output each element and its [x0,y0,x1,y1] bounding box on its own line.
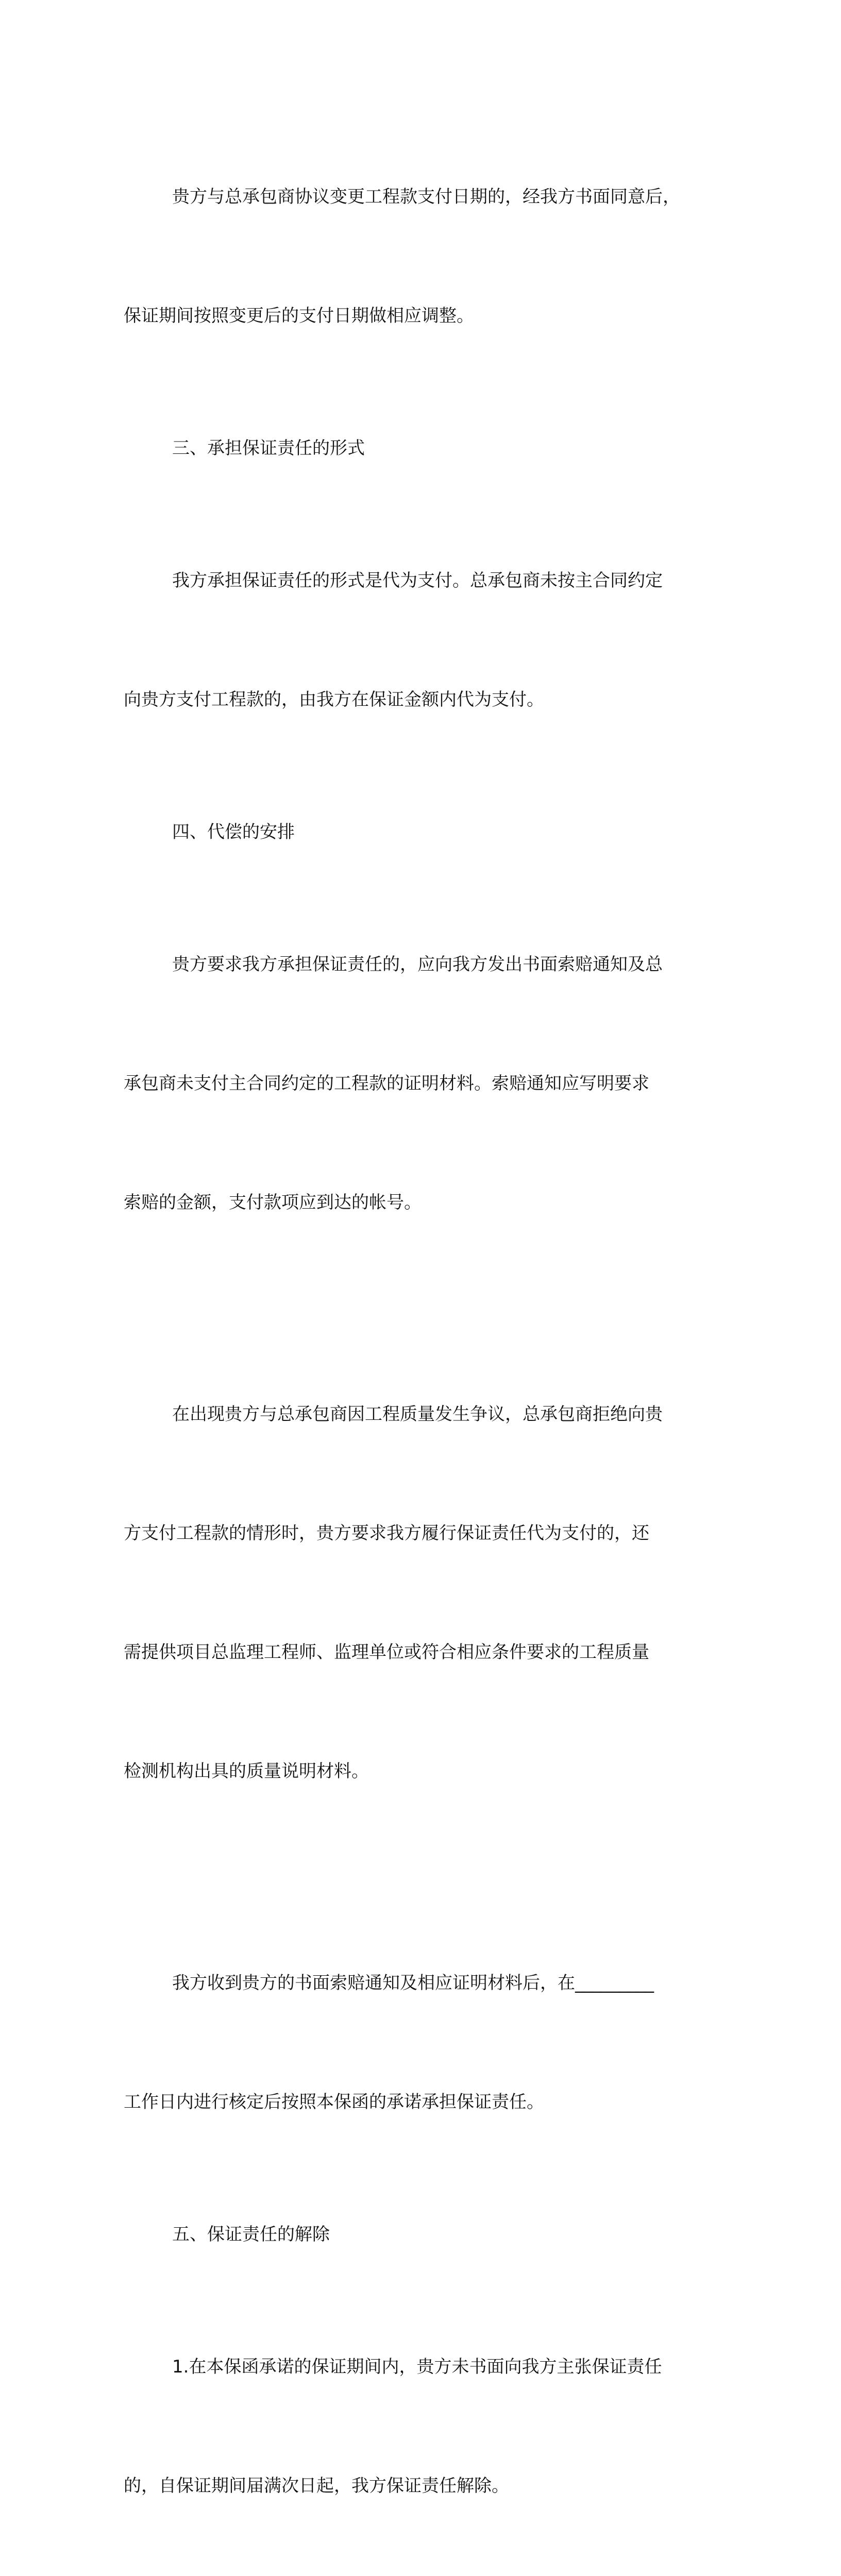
paragraph-guarantee-form [124,482,716,799]
paragraph-line: 在出现贵方与总承包商因工程质量发生争议，总承包商拒绝向贵 [172,1404,663,1425]
paragraph-payment-date-change [124,98,716,415]
paragraph-line: 检测机构出具的质量说明材料。 [124,1761,369,1782]
section-heading-4: 四、代偿的安排 [172,822,295,842]
paragraph-line: 保证期间按照变更后的支付日期做相应调整。 [124,306,474,326]
paragraph-line: 贵方要求我方承担保证责任的，应向我方发出书面索赔通知及总 [172,954,663,975]
document-page [124,98,716,2576]
paragraph-quality-dispute [124,1315,716,1871]
paragraph-line: 向贵方支付工程款的，由我方在保证金额内代为支付。 [124,689,544,710]
paragraph-line: 索赔的金额，支付款项应到达的帐号。 [124,1192,422,1213]
paragraph-line: 工作日内进行核定后按照本保函的承诺承担保证责任。 [124,2092,544,2112]
paragraph-line: 我方收到贵方的书面索赔通知及相应证明材料后，在_________ [172,1973,654,1993]
paragraph-line: 的，自保证期间届满次日起，我方保证责任解除。 [124,2476,509,2496]
paragraph-verification-period [124,1884,716,2201]
paragraph-line: 方支付工程款的情形时，贵方要求我方履行保证责任代为支付的，还 [124,1523,649,1544]
paragraph-line: 1.在本保函承诺的保证期间内，贵方未书面向我方主张保证责任 [172,2357,662,2377]
paragraph-line: 需提供项目总监理工程师、监理单位或符合相应条件要求的工程质量 [124,1642,649,1663]
paragraph-release-clause-1 [124,2268,716,2576]
section-heading-3: 三、承担保证责任的形式 [172,438,365,459]
paragraph-line: 承包商未支付主合同约定的工程款的证明材料。索赔通知应写明要求 [124,1073,649,1094]
paragraph-line: 贵方与总承包商协议变更工程款支付日期的，经我方书面同意后， [172,187,680,207]
paragraph-claim-notice [124,866,716,1302]
paragraph-line: 我方承担保证责任的形式是代为支付。总承包商未按主合同约定 [172,570,663,591]
section-heading-5: 五、保证责任的解除 [172,2224,330,2245]
